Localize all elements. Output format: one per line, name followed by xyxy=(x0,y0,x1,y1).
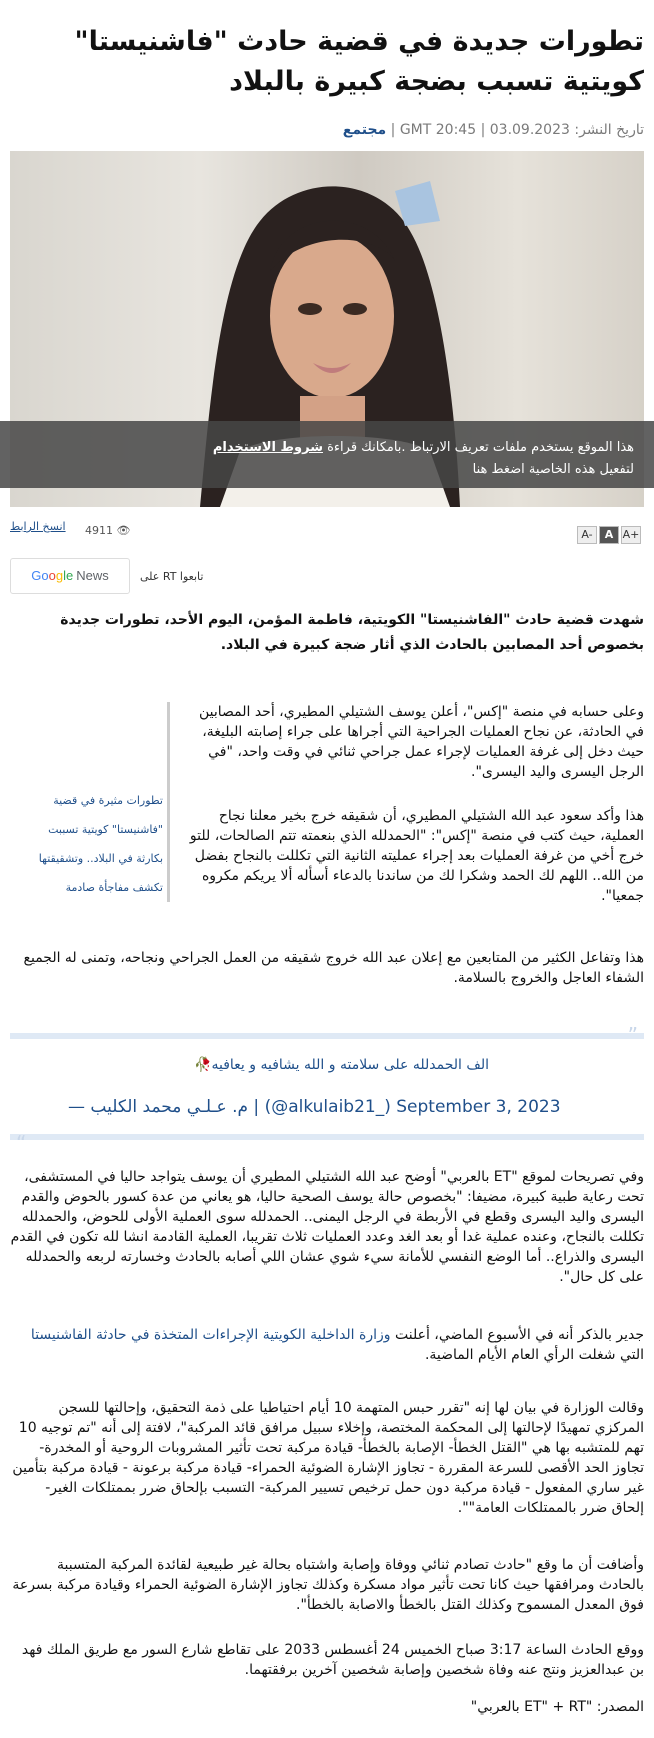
paragraph: وفي تصريحات لموقع "ET بالعربي" أوضح عبد الله الشتيلي المطيري أن يوسف يتواجد حاليا في المستشفى، تحت رعاية طبية كبيرة، مضيفا: "بخصوص حالة يوسف الصحية حاليا، هو يعاني من عدة كسور بالحوض والقدم اليسرى واليد اليسرى وقطع في الأربطة في الرجل اليمنى.. الحمدلله سوى العملية الأولى للحوض، والحمدلله تكللت بالنجاح، وعنده عملية غدا أو بعد الغد وعدد العمليات ثلاث تقريبا، العملية القادمة انشا لله تكون في القدم اليسرى والذراع.. أما الوضع النفسي للأمانة سيء شوي عشان اللي أصابه بالحادث وخسارته لربعه والحمدلله على كل حال". xyxy=(10,1169,644,1285)
tweet-border xyxy=(10,1033,644,1039)
google-news-label: News xyxy=(76,568,109,583)
google-logo-part: o xyxy=(48,568,56,583)
published-label: تاريخ النشر: xyxy=(574,122,644,138)
paragraph: وعلى حسابه في منصة "إكس"، أعلن يوسف الشتيلي المطيري، أحد المصابين في الحادثة، عن نجاح العمليات الجراحية التي أجراها على جراء إصابته البليغة، حيث دخل إلى غرفة العمليات لإجراء عمل جراحي ثنائي في وقت واحد، "في الرجل اليسرى واليد اليسرى". xyxy=(198,704,644,780)
source-line: المصدر: "ET" + RT بالعربي" xyxy=(470,1699,644,1715)
published-datetime: 03.09.2023 | 20:45 GMT | xyxy=(390,122,570,138)
related-line[interactable]: تكشف مفاجأة صادمة xyxy=(65,881,163,894)
google-logo-part: le xyxy=(63,568,74,583)
tweet-border xyxy=(10,1134,644,1140)
cookie-activate-text[interactable]: لتفعيل هذه الخاصية اضغط هنا xyxy=(472,462,634,477)
font-size-controls xyxy=(575,523,641,544)
paragraph: هذا وأكد سعود عبد الله الشتيلي المطيري، أن شقيقه خرج بخير معلنا نجاح العملية، حيث كتب في منصة "إكس": "الحمدلله الذي بنعمته تتم الصالحات، للتو خرج أخي من غرفة العمليات بعد إجراء عمليته الثانية التي تكللت بالنجاح بفضل من الله.. اللهم لك الحمد وشكرا لك من ساندنا بالدعاء أسأله ألا يريكم مكروه جمعيا". xyxy=(189,808,644,904)
paragraph-text: جدير بالذكر أنه في الأسبوع الماضي، أعلنت xyxy=(390,1327,644,1343)
font-larger-button[interactable]: A+ xyxy=(621,526,641,544)
views-number: 4911 xyxy=(85,524,113,537)
follow-label: تابعوا RT على xyxy=(140,570,204,583)
paragraph-text: التي شغلت الرأي العام الأيام الماضية. xyxy=(424,1347,644,1363)
terms-link[interactable]: شروط الاستخدام xyxy=(212,440,323,455)
google-logo-part: g xyxy=(55,568,64,583)
font-normal-button[interactable]: A xyxy=(599,526,619,544)
page-title: تطورات جديدة في قضية حادث "فاشنيستا" كويتية تسبب بضجة كبيرة بالبلاد xyxy=(74,26,644,97)
quote-open-icon: ” xyxy=(627,1023,638,1047)
cookie-notice[interactable] xyxy=(0,421,654,488)
paragraph: وأضافت أن ما وقع "حادث تصادم ثنائي ووفاة وإصابة واشتباه بحالة غير طبيعية لقائدة المركبة المتسببة بالحادث ومرافقها حيث كانا تحت تأثير مواد مسكرة وكذلك تجاوز الإشارة الضوئية الحمراء وقيادة مركبة بسرعة فوق المعدل المسموح وكذلك القتل بالخطأ والاصابة بالخطأ". xyxy=(12,1557,644,1613)
embedded-tweet[interactable] xyxy=(10,1023,644,1155)
related-line[interactable]: "فاشنيستا" كويتية تسببت xyxy=(48,823,163,836)
related-line[interactable]: تطورات مثيرة في قضية xyxy=(53,794,163,807)
eye-icon: 👁 xyxy=(116,524,131,537)
quote-close-icon: “ xyxy=(16,1131,27,1155)
category-link[interactable]: مجتمع xyxy=(342,122,387,138)
article-tools xyxy=(10,520,644,544)
view-count xyxy=(85,524,130,537)
tweet-attribution[interactable]: — م. عـلـي محمد الكليب | (@alkulaib21_) September 3, 2023 xyxy=(68,1097,561,1117)
paragraph: هذا وتفاعل الكثير من المتابعين مع إعلان عبد الله خروج شقيقه من العمل الجراحي ونجاحه، وتمنى له الجميع الشفاء العاجل والخروج بالسلامة. xyxy=(23,950,644,986)
article-meta xyxy=(343,122,644,138)
cookie-text: هذا الموقع يستخدم ملفات تعريف الارتباط .بامكانك قراءة xyxy=(322,440,634,455)
paragraph: ووقع الحادث الساعة 3:17 صباح الخميس 24 أغسطس 2033 على تقاطع شارع السور مع طريق الملك فهد بن عبدالعزيز ونتج عنه وفاة شخصين وإصابة شخصين آخرين برفقتهما. xyxy=(21,1642,644,1678)
tweet-text: الف الحمدلله على سلامته و الله يشافيه و يعافيه🥀 xyxy=(194,1057,489,1073)
paragraph: وقالت الوزارة في بيان لها إنه "تقرر حبس المتهمة 10 أيام احتياطيا على ذمة التحقيق، وإحالتها للسجن المركزي تمهيدًا لإحالتها إلى المحكمة المختصة، وإخلاء سبيل مرافق قائد المركبة"، لافتة إلى أنه "تم توجيه 10 تهم للمتشبه بها هي "القتل الخطأ- الإصابة بالخطأ- قيادة مركبة تحت تأثير المشروبات الروحية أو المخدرة- تجاوز الحد الأقصى للسرعة المقررة - تجاوز الإشارة الضوئية الحمراء- قيادة مركبة برعونة - قيادة مركبة بتأمين غير ساري المفعول - قيادة مركبة دون حمل ترخيص تسيير المركبة- التسبب بإلحاق ضرر بممتلكات الغير- إلحاق ضرر بالممتلكات العامة"". xyxy=(12,1400,644,1516)
related-line[interactable]: بكارثة في البلاد.. وتشقيقتها xyxy=(38,852,163,865)
related-article[interactable] xyxy=(10,702,170,902)
google-news-button[interactable] xyxy=(10,558,130,594)
copy-link-button[interactable]: انسخ الرابط xyxy=(10,520,66,533)
article-lead: شهدت قضية حادث "الفاشنيستا" الكويتية، فاطمة المؤمن، اليوم الأحد، تطورات جديدة بخصوص أحد المصابين بالحادث الذي أثار ضجة كبيرة في البلاد. xyxy=(60,612,644,653)
ministry-link[interactable]: وزارة الداخلية الكويتية الإجراءات المتخذة في حادثة الفاشنيستا xyxy=(30,1327,391,1343)
google-logo-part: Go xyxy=(31,568,49,583)
font-smaller-button[interactable]: A- xyxy=(577,526,597,544)
paragraph xyxy=(10,1325,644,1365)
